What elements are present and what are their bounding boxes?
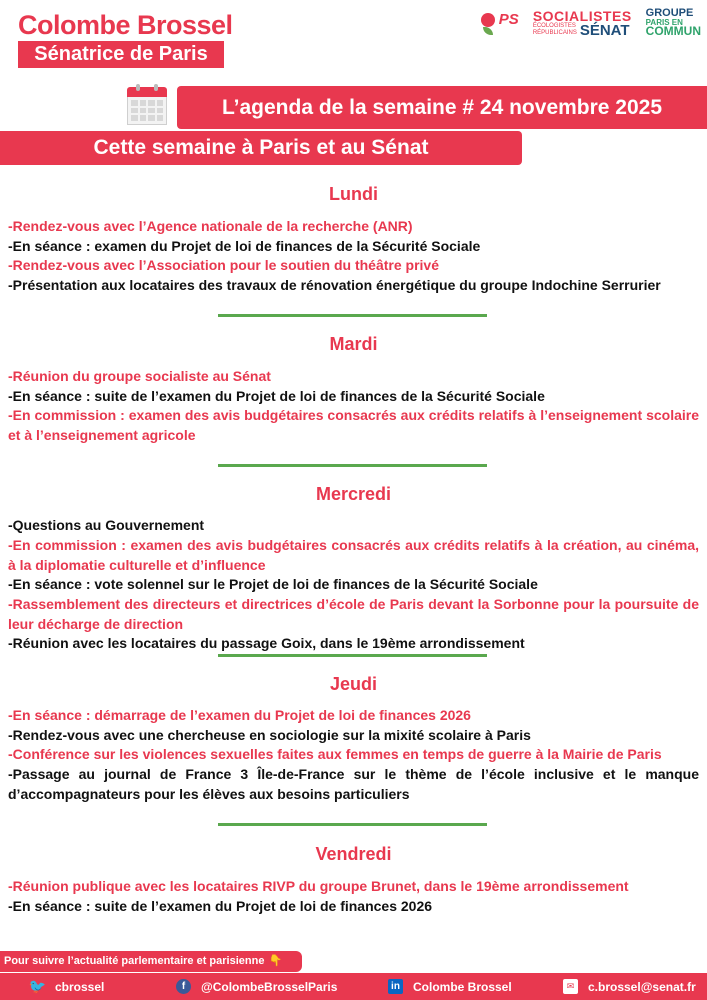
agenda-item: -Réunion avec les locataires du passage Goix, dans le 19ème arrondissement: [8, 635, 525, 651]
agenda-item: -Questions au Gouvernement: [8, 517, 205, 533]
author-role: Sénatrice de Paris: [18, 41, 224, 68]
email-link[interactable]: [563, 973, 696, 1000]
ecologistes-text: ÉCOLOGISTES: [532, 23, 576, 30]
agenda-item: -En séance : suite de l’examen du Projet de loi de finances 2026: [8, 898, 433, 914]
calendar-icon: [127, 87, 167, 125]
agenda-item: -En séance : suite de l’examen du Projet de loi de finances de la Sécurité Sociale: [8, 388, 545, 404]
agenda-title: L’agenda de la semaine # 24 novembre 2025: [177, 86, 707, 129]
groupe-paris-en-commun-logo: [646, 8, 701, 37]
leaf-icon: [483, 27, 493, 35]
twitter-bird-icon: 🐦: [28, 978, 47, 994]
linkedin-name: Colombe Brossel: [413, 979, 512, 994]
commun-text: COMMUN: [645, 24, 701, 39]
socialistes-senat-logo: [533, 9, 632, 38]
follow-banner: [0, 951, 302, 972]
agenda-item: -Passage au journal de France 3 Île-de-France sur le thème de l’école inclusive et le manque d’accompagnateurs pour les élèves aux besoins particuliers: [8, 766, 699, 802]
week-subtitle: Cette semaine à Paris et au Sénat: [0, 131, 522, 165]
groupe-text: GROUPE: [645, 7, 694, 20]
separator: [218, 314, 487, 317]
agenda-item: -Rassemblement des directeurs et directrices d’école de Paris devant la Sorbonne pour la poursuite de leur décharge de direction: [8, 596, 699, 632]
twitter-link[interactable]: [30, 973, 104, 1000]
day-heading-vendredi: Vendredi: [315, 844, 392, 864]
day-heading-jeudi: Jeudi: [329, 674, 377, 694]
email-address: c.brossel@senat.fr: [588, 979, 696, 994]
socialistes-text: SOCIALISTES: [532, 7, 632, 24]
separator: [218, 823, 487, 826]
day-heading-lundi: Lundi: [329, 184, 378, 204]
agenda-item: -Présentation aux locataires des travaux de rénovation énergétique du groupe Indochine Serrurier: [8, 277, 661, 293]
pointing-down-icon: 👇: [268, 955, 283, 967]
senat-text: SÉNAT: [579, 21, 630, 39]
agenda-item: -Réunion publique avec les locataires RIVP du groupe Brunet, dans le 19ème arrondissement: [8, 878, 629, 894]
separator: [218, 464, 487, 467]
author-name: Colombe Brossel: [18, 10, 233, 40]
ps-logo: [481, 7, 519, 39]
rose-icon: [481, 13, 495, 27]
agenda-item: -Conférence sur les violences sexuelles faites aux femmes en temps de guerre à la Mairie de Paris: [8, 746, 662, 762]
agenda-item: -En commission : examen des avis budgétaires consacrés aux crédits relatifs à la création, au cinéma, à la diplomatie culturelle et d’influence: [8, 537, 699, 573]
mail-icon: ✉: [563, 979, 578, 994]
day-heading-mardi: Mardi: [329, 334, 378, 354]
day-heading-mercredi: Mercredi: [315, 484, 392, 504]
follow-text: Pour suivre l’actualité parlementaire et parisienne: [4, 955, 265, 967]
republicains-text: RÉPUBLICAINS: [532, 30, 577, 36]
agenda-item: -Rendez-vous avec l’Association pour le soutien du théâtre privé: [8, 257, 439, 273]
facebook-handle: @ColombeBrosselParis: [201, 979, 338, 994]
facebook-link[interactable]: [176, 973, 337, 1000]
ps-logo-text: PS: [498, 11, 519, 28]
separator: [218, 654, 487, 657]
agenda-item: -En séance : examen du Projet de loi de finances de la Sécurité Sociale: [8, 238, 481, 254]
twitter-handle: cbrossel: [55, 979, 105, 994]
linkedin-link[interactable]: [388, 973, 512, 1000]
agenda-item: -En séance : démarrage de l’examen du Projet de loi de finances 2026: [8, 707, 471, 723]
party-logos: [481, 6, 701, 40]
footer-social-bar: [0, 973, 707, 1000]
linkedin-icon: in: [388, 979, 403, 994]
agenda-item: -En commission : examen des avis budgétaires consacrés aux crédits relatifs à l’enseignement scolaire et à l’enseignement agricole: [8, 407, 699, 443]
paris-en-text: PARIS EN: [645, 17, 683, 27]
agenda-item: -Réunion du groupe socialiste au Sénat: [8, 368, 271, 384]
agenda-item: -Rendez-vous avec une chercheuse en sociologie sur la mixité scolaire à Paris: [8, 727, 531, 743]
agenda-item: -En séance : vote solennel sur le Projet de loi de finances de la Sécurité Sociale: [8, 576, 538, 592]
facebook-icon: f: [176, 979, 191, 994]
agenda-item: -Rendez-vous avec l’Agence nationale de la recherche (ANR): [8, 218, 413, 234]
